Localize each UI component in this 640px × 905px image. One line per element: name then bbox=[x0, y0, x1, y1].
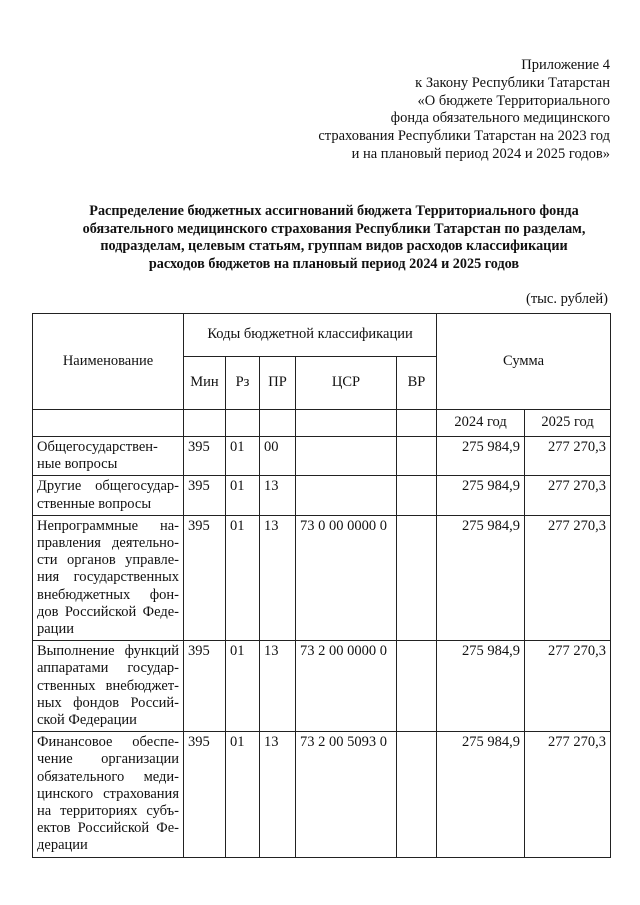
header-csr: ЦСР bbox=[296, 357, 397, 410]
row-min: 395 bbox=[184, 732, 226, 857]
row-pr: 13 bbox=[260, 515, 296, 640]
row-min: 395 bbox=[184, 515, 226, 640]
appendix-line: Приложение 4 bbox=[521, 57, 610, 73]
row-min: 395 bbox=[184, 476, 226, 515]
row-min: 395 bbox=[184, 641, 226, 732]
row-min: 395 bbox=[184, 437, 226, 476]
title-line: расходов бюджетов на плановый период 2024 и 2025 годов bbox=[148, 255, 520, 272]
row-2024: 275 984,9 bbox=[437, 515, 525, 640]
header-vr-spacer bbox=[397, 410, 437, 437]
table-row bbox=[33, 641, 611, 732]
header-min: Мин bbox=[184, 357, 226, 410]
row-vr bbox=[397, 641, 437, 732]
row-name: Выполнение функций аппаратами государ-ственных внебюджет-ных фондов Россий-ской Федерации bbox=[33, 641, 184, 732]
table-row bbox=[33, 732, 611, 857]
row-csr bbox=[296, 437, 397, 476]
units-label: (тыс. рублей) bbox=[526, 291, 608, 307]
header-vr: ВР bbox=[397, 357, 437, 410]
header-pr: ПР bbox=[260, 357, 296, 410]
row-vr bbox=[397, 732, 437, 857]
header-sum: Сумма bbox=[437, 314, 611, 410]
row-2025: 277 270,3 bbox=[525, 641, 611, 732]
header-name: Наименование bbox=[33, 314, 184, 410]
title-line: подразделам, целевым статьям, группам видов расходов классификации bbox=[100, 238, 568, 255]
header-pr-spacer bbox=[260, 410, 296, 437]
appendix-header bbox=[250, 57, 610, 164]
header-min-spacer bbox=[184, 410, 226, 437]
appendix-line: фонда обязательного медицинского bbox=[390, 110, 610, 127]
appendix-line: страхования Республики Татарстан на 2023 год bbox=[318, 128, 610, 145]
row-vr bbox=[397, 515, 437, 640]
row-2025: 277 270,3 bbox=[525, 732, 611, 857]
row-pr: 13 bbox=[260, 732, 296, 857]
header-2025: 2025 год bbox=[525, 410, 611, 437]
row-pr: 13 bbox=[260, 641, 296, 732]
row-name: Непрограммные на-правления деятельно-сти органов управле-ния государственных внебюджетных фон-дов Российской Феде-рации bbox=[33, 515, 184, 640]
appendix-line: к Закону Республики Татарстан bbox=[415, 74, 610, 91]
header-rz: Рз bbox=[226, 357, 260, 410]
row-name: Финансовое обеспе-чение организации обязательного меди-цинского страхования на территориях субъ-ектов Российской Фе-дерации bbox=[33, 732, 184, 857]
row-csr: 73 2 00 5093 0 bbox=[296, 732, 397, 857]
title-line: обязательного медицинского страхования Республики Татарстан по разделам, bbox=[82, 220, 586, 237]
row-vr bbox=[397, 437, 437, 476]
row-2025: 277 270,3 bbox=[525, 437, 611, 476]
row-vr bbox=[397, 476, 437, 515]
budget-table bbox=[32, 313, 611, 858]
row-name: Общегосударствен-ные вопросы bbox=[33, 437, 184, 476]
row-2025: 277 270,3 bbox=[525, 515, 611, 640]
row-2024: 275 984,9 bbox=[437, 641, 525, 732]
row-2025: 277 270,3 bbox=[525, 476, 611, 515]
row-csr: 73 2 00 0000 0 bbox=[296, 641, 397, 732]
row-rz: 01 bbox=[226, 732, 260, 857]
table-row bbox=[33, 437, 611, 476]
header-name-spacer bbox=[33, 410, 184, 437]
appendix-line: «О бюджете Территориального bbox=[417, 92, 610, 109]
row-rz: 01 bbox=[226, 437, 260, 476]
appendix-line: и на плановый период 2024 и 2025 годов» bbox=[351, 145, 610, 162]
header-codes: Коды бюджетной классификации bbox=[184, 314, 437, 357]
row-name: Другие общегосудар-ственные вопросы bbox=[33, 476, 184, 515]
table-row bbox=[33, 476, 611, 515]
row-csr bbox=[296, 476, 397, 515]
row-2024: 275 984,9 bbox=[437, 732, 525, 857]
row-rz: 01 bbox=[226, 476, 260, 515]
title-line: Распределение бюджетных ассигнований бюджета Территориального фонда bbox=[89, 203, 579, 219]
table-row bbox=[33, 515, 611, 640]
row-pr: 13 bbox=[260, 476, 296, 515]
row-rz: 01 bbox=[226, 641, 260, 732]
row-2024: 275 984,9 bbox=[437, 476, 525, 515]
row-2024: 275 984,9 bbox=[437, 437, 525, 476]
header-rz-spacer bbox=[226, 410, 260, 437]
row-pr: 00 bbox=[260, 437, 296, 476]
header-csr-spacer bbox=[296, 410, 397, 437]
row-csr: 73 0 00 0000 0 bbox=[296, 515, 397, 640]
document-title bbox=[60, 203, 608, 273]
row-rz: 01 bbox=[226, 515, 260, 640]
header-2024: 2024 год bbox=[437, 410, 525, 437]
